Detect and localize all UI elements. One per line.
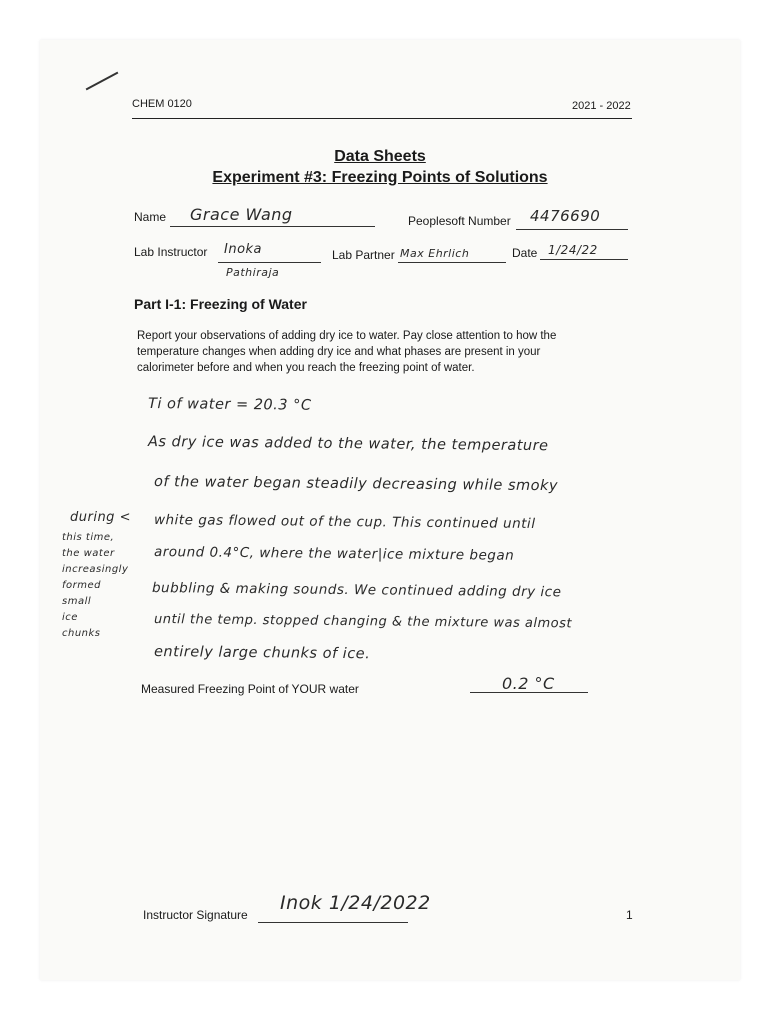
signature-label: Instructor Signature	[143, 908, 248, 922]
peoplesoft-value: 4476690	[530, 207, 601, 225]
margin-note-line: chunks	[62, 628, 101, 639]
instructor-line	[218, 262, 321, 263]
freezing-point-label: Measured Freezing Point of YOUR water	[141, 682, 359, 696]
observation-line-6: bubbling & making sounds. We continued adding dry ice	[151, 580, 562, 601]
observation-line-2: As dry ice was added to the water, the temperature	[147, 434, 549, 455]
freezing-point-line	[470, 692, 588, 693]
header-rule	[132, 118, 632, 119]
instruction-line-1: Report your observations of adding dry ice to water. Pay close attention to how the	[137, 330, 557, 342]
instructor-value: Inoka	[224, 242, 263, 257]
date-value: 1/24/22	[548, 243, 598, 257]
instructor-value-line-2: Pathiraja	[226, 266, 280, 279]
academic-year: 2021 - 2022	[572, 100, 631, 112]
experiment-title: Experiment #3: Freezing Points of Solutions	[212, 169, 548, 186]
page-number: 1	[626, 908, 633, 922]
margin-note	[62, 530, 128, 642]
margin-note-line: formed	[62, 580, 101, 591]
name-label: Name	[134, 210, 167, 224]
peoplesoft-label: Peoplesoft Number	[408, 214, 511, 228]
partner-line	[398, 262, 506, 263]
observation-line-1: Ti of water = 20.3 °C	[147, 396, 312, 414]
course-code: CHEM 0120	[132, 98, 192, 110]
freezing-point-value: 0.2 °C	[502, 674, 555, 693]
section-heading: Part I-1: Freezing of Water	[134, 296, 307, 312]
margin-note-lead: during <	[70, 510, 131, 525]
margin-note-line: this time,	[62, 532, 115, 543]
margin-note-line: small	[62, 596, 92, 607]
margin-note-line: the water	[62, 548, 115, 559]
check-mark	[86, 72, 119, 91]
date-line	[540, 259, 628, 260]
date-label: Date	[512, 246, 538, 260]
peoplesoft-line	[516, 229, 628, 230]
page-title: Data Sheets	[334, 148, 426, 165]
observation-line-3: of the water began steadily decreasing while smoky	[153, 474, 559, 495]
partner-label: Lab Partner	[332, 248, 395, 262]
observation-line-4: white gas flowed out of the cup. This continued until	[153, 512, 536, 532]
signature-line	[258, 922, 408, 923]
name-value: Grace Wang	[190, 205, 293, 224]
observation-line-8: entirely large chunks of ice.	[153, 644, 371, 663]
instruction-line-2: temperature changes when adding dry ice and what phases are present in your	[137, 346, 541, 358]
paper-sheet	[40, 40, 740, 980]
instructor-label: Lab Instructor	[134, 245, 208, 259]
observation-line-7: until the temp. stopped changing & the mixture was almost	[153, 612, 573, 632]
instruction-line-3: calorimeter before and when you reach the freezing point of water.	[137, 362, 475, 374]
margin-note-line: increasingly	[62, 564, 129, 575]
margin-note-line: ice	[62, 612, 78, 623]
instructor-signature: Inok 1/24/2022	[280, 892, 431, 914]
observation-line-5: around 0.4°C, where the water|ice mixture began	[153, 544, 515, 564]
partner-value: Max Ehrlich	[400, 247, 470, 260]
name-line	[170, 226, 375, 227]
